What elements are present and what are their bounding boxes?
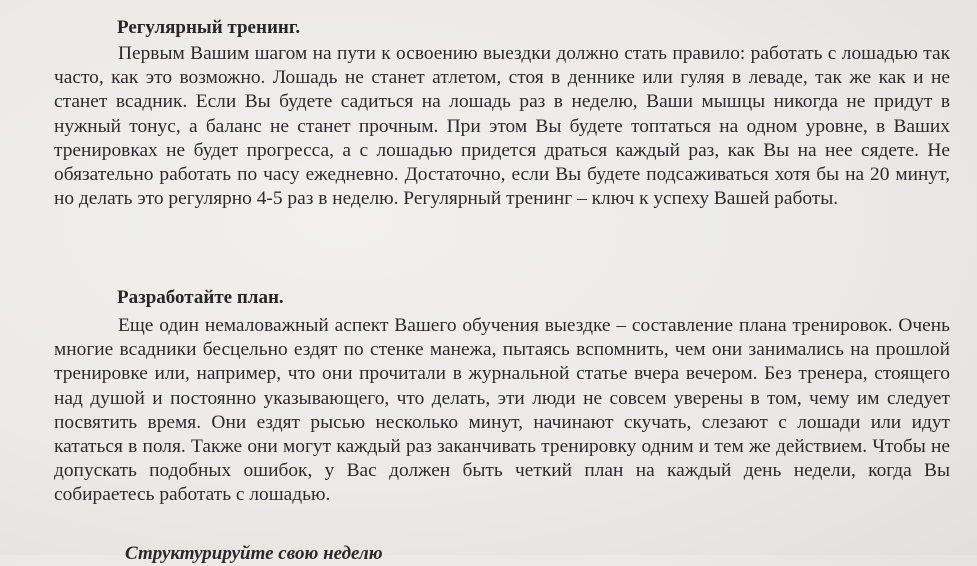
section-heading-make-plan: Разработайте план.	[117, 287, 284, 308]
section-heading-regular-training: Регулярный тренинг.	[117, 17, 301, 38]
paragraph-regular-training: Первым Вашим шагом на пути к освоению выездки должно стать правило: работать с лошадью так часто, как это возможно. Лошадь не станет атлетом, стоя в деннике или гуляя в леваде, так же как и не станет всадник. Если Вы будете садиться на лошадь раз в неделю, Ваши мышцы никогда не придут в нужный тонус, а баланс не станет прочным. При этом Вы будете топтаться на одном уровне, в Ваших тренировках не будет прогресса, а с лошадью придется драться каждый раз, как Вы на нее сядете. Не обязательно работать по часу ежедневно. Достаточно, если Вы будете подсаживаться хотя бы на 20 минут, но делать это регулярно 4-5 раз в неделю. Регулярный тренинг – ключ к успеху Вашей работы.	[54, 43, 950, 210]
paragraph-make-plan: Еще один немаловажный аспект Вашего обучения выездке – составление плана тренировок. Очень многие всадники бесцельно ездят по стенке манежа, пытаясь вспомнить, чем они занимались на прошлой тренировке или, например, что они прочитали в журнальной статье вчера вечером. Без тренера, стоящего над душой и постоянно указывающего, что делать, эти люди не совсем уверены в том, чему им следует посвятить время. Они ездят рысью несколько минут, начинают скучать, слезают с лошади или идут кататься в поля. Также они могут каждый раз заканчивать тренировку одним и тем же действием. Чтобы не допускать подобных ошибок, у Вас должен быть четкий план на каждый день недели, когда Вы собираетесь работать с лошадью.	[54, 315, 950, 506]
section-heading-structure-week: Структурируйте свою неделю	[125, 543, 383, 564]
